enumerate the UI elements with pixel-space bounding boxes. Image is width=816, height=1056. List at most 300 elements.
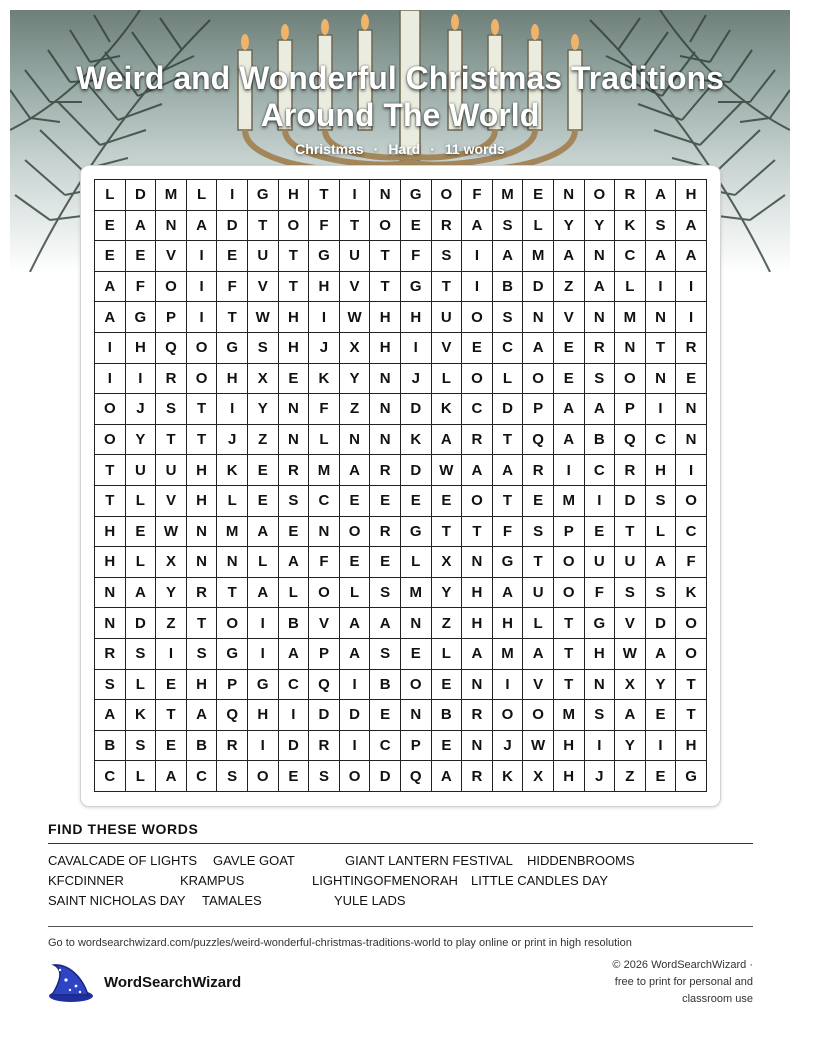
grid-cell[interactable]: L <box>523 211 554 242</box>
grid-cell[interactable]: K <box>401 425 432 456</box>
grid-cell[interactable]: K <box>615 211 646 242</box>
grid-cell[interactable]: H <box>248 700 279 731</box>
grid-cell[interactable]: A <box>279 639 310 670</box>
grid-cell[interactable]: V <box>156 486 187 517</box>
grid-cell[interactable]: T <box>279 241 310 272</box>
grid-cell[interactable]: P <box>217 670 248 701</box>
grid-cell[interactable]: D <box>401 394 432 425</box>
grid-cell[interactable]: O <box>554 547 585 578</box>
grid-cell[interactable]: W <box>340 302 371 333</box>
grid-cell[interactable]: F <box>309 547 340 578</box>
grid-cell[interactable]: G <box>248 180 279 211</box>
grid-cell[interactable]: H <box>585 639 616 670</box>
grid-cell[interactable]: R <box>217 731 248 762</box>
grid-cell[interactable]: D <box>370 761 401 792</box>
grid-cell[interactable]: G <box>401 180 432 211</box>
grid-cell[interactable]: A <box>248 578 279 609</box>
grid-cell[interactable]: G <box>248 670 279 701</box>
grid-cell[interactable]: I <box>187 272 218 303</box>
grid-cell[interactable]: A <box>340 639 371 670</box>
grid-cell[interactable]: I <box>126 364 157 395</box>
grid-cell[interactable]: G <box>493 547 524 578</box>
grid-cell[interactable]: O <box>585 180 616 211</box>
grid-cell[interactable]: N <box>585 241 616 272</box>
grid-cell[interactable]: O <box>615 364 646 395</box>
grid-cell[interactable]: N <box>554 180 585 211</box>
grid-cell[interactable]: F <box>493 517 524 548</box>
grid-cell[interactable]: K <box>432 394 463 425</box>
grid-cell[interactable]: A <box>493 241 524 272</box>
grid-cell[interactable]: A <box>340 608 371 639</box>
grid-cell[interactable]: K <box>217 455 248 486</box>
grid-cell[interactable]: T <box>462 517 493 548</box>
grid-cell[interactable]: S <box>493 302 524 333</box>
grid-cell[interactable]: F <box>676 547 707 578</box>
grid-cell[interactable]: S <box>493 211 524 242</box>
grid-cell[interactable]: R <box>585 333 616 364</box>
grid-cell[interactable]: U <box>340 241 371 272</box>
grid-cell[interactable]: E <box>370 700 401 731</box>
grid-cell[interactable]: A <box>95 272 126 303</box>
grid-cell[interactable]: E <box>401 486 432 517</box>
grid-cell[interactable]: N <box>676 425 707 456</box>
grid-cell[interactable]: T <box>187 608 218 639</box>
grid-cell[interactable]: Z <box>432 608 463 639</box>
grid-cell[interactable]: R <box>462 425 493 456</box>
grid-cell[interactable]: S <box>646 578 677 609</box>
grid-cell[interactable]: T <box>523 547 554 578</box>
grid-cell[interactable]: A <box>95 302 126 333</box>
grid-cell[interactable]: E <box>126 241 157 272</box>
grid-cell[interactable]: P <box>309 639 340 670</box>
grid-cell[interactable]: X <box>523 761 554 792</box>
grid-cell[interactable]: X <box>432 547 463 578</box>
grid-cell[interactable]: Y <box>432 578 463 609</box>
grid-cell[interactable]: E <box>279 517 310 548</box>
grid-cell[interactable]: R <box>309 731 340 762</box>
grid-cell[interactable]: H <box>95 517 126 548</box>
grid-cell[interactable]: S <box>370 578 401 609</box>
grid-cell[interactable]: X <box>340 333 371 364</box>
grid-cell[interactable]: U <box>156 455 187 486</box>
grid-cell[interactable]: E <box>401 211 432 242</box>
grid-cell[interactable]: I <box>248 731 279 762</box>
grid-cell[interactable]: E <box>156 731 187 762</box>
grid-cell[interactable]: D <box>646 608 677 639</box>
grid-cell[interactable]: L <box>248 547 279 578</box>
grid-cell[interactable]: Y <box>554 211 585 242</box>
grid-cell[interactable]: X <box>615 670 646 701</box>
grid-cell[interactable]: I <box>493 670 524 701</box>
grid-cell[interactable]: S <box>187 639 218 670</box>
grid-cell[interactable]: T <box>370 272 401 303</box>
grid-cell[interactable]: R <box>370 455 401 486</box>
grid-cell[interactable]: U <box>615 547 646 578</box>
grid-cell[interactable]: Q <box>309 670 340 701</box>
grid-cell[interactable]: E <box>554 364 585 395</box>
grid-cell[interactable]: S <box>615 578 646 609</box>
grid-cell[interactable]: W <box>523 731 554 762</box>
grid-cell[interactable]: J <box>309 333 340 364</box>
grid-cell[interactable]: B <box>370 670 401 701</box>
grid-cell[interactable]: S <box>156 394 187 425</box>
grid-cell[interactable]: T <box>370 241 401 272</box>
grid-cell[interactable]: I <box>646 394 677 425</box>
grid-cell[interactable]: K <box>126 700 157 731</box>
grid-cell[interactable]: H <box>493 608 524 639</box>
grid-cell[interactable]: N <box>309 517 340 548</box>
grid-cell[interactable]: Y <box>156 578 187 609</box>
grid-cell[interactable]: C <box>370 731 401 762</box>
grid-cell[interactable]: N <box>156 211 187 242</box>
grid-cell[interactable]: A <box>585 394 616 425</box>
grid-cell[interactable]: N <box>585 670 616 701</box>
play-online-link[interactable]: Go to wordsearchwizard.com/puzzles/weird-wonderful-christmas-traditions-world to play online or print in high resolution <box>48 937 632 949</box>
grid-cell[interactable]: H <box>462 608 493 639</box>
grid-cell[interactable]: L <box>187 180 218 211</box>
grid-cell[interactable]: I <box>248 608 279 639</box>
grid-cell[interactable]: E <box>523 180 554 211</box>
grid-cell[interactable]: D <box>126 180 157 211</box>
grid-cell[interactable]: A <box>340 455 371 486</box>
grid-cell[interactable]: A <box>493 455 524 486</box>
grid-cell[interactable]: W <box>615 639 646 670</box>
grid-cell[interactable]: A <box>462 639 493 670</box>
grid-cell[interactable]: L <box>646 517 677 548</box>
grid-cell[interactable]: L <box>95 180 126 211</box>
grid-cell[interactable]: N <box>370 364 401 395</box>
grid-cell[interactable]: Y <box>340 364 371 395</box>
grid-cell[interactable]: O <box>187 364 218 395</box>
grid-cell[interactable]: I <box>187 302 218 333</box>
grid-cell[interactable]: T <box>432 272 463 303</box>
grid-cell[interactable]: C <box>615 241 646 272</box>
grid-cell[interactable]: N <box>187 517 218 548</box>
grid-cell[interactable]: T <box>156 700 187 731</box>
grid-cell[interactable]: U <box>126 455 157 486</box>
grid-cell[interactable]: N <box>279 394 310 425</box>
grid-cell[interactable]: H <box>217 364 248 395</box>
grid-cell[interactable]: O <box>493 700 524 731</box>
grid-cell[interactable]: D <box>126 608 157 639</box>
grid-cell[interactable]: N <box>676 394 707 425</box>
grid-cell[interactable]: A <box>676 211 707 242</box>
grid-cell[interactable]: Z <box>340 394 371 425</box>
grid-cell[interactable]: J <box>585 761 616 792</box>
grid-cell[interactable]: A <box>676 241 707 272</box>
grid-cell[interactable]: R <box>95 639 126 670</box>
grid-cell[interactable]: Z <box>248 425 279 456</box>
grid-cell[interactable]: P <box>156 302 187 333</box>
grid-cell[interactable]: H <box>676 180 707 211</box>
grid-cell[interactable]: T <box>676 700 707 731</box>
grid-cell[interactable]: L <box>126 670 157 701</box>
grid-cell[interactable]: I <box>340 731 371 762</box>
grid-cell[interactable]: C <box>676 517 707 548</box>
grid-cell[interactable]: M <box>493 639 524 670</box>
grid-cell[interactable]: F <box>401 241 432 272</box>
grid-cell[interactable]: H <box>187 670 218 701</box>
grid-cell[interactable]: L <box>217 486 248 517</box>
grid-cell[interactable]: T <box>217 578 248 609</box>
grid-cell[interactable]: E <box>340 486 371 517</box>
grid-cell[interactable]: H <box>187 486 218 517</box>
grid-cell[interactable]: E <box>156 670 187 701</box>
grid-cell[interactable]: T <box>95 455 126 486</box>
grid-cell[interactable]: S <box>126 731 157 762</box>
grid-cell[interactable]: T <box>187 425 218 456</box>
grid-cell[interactable]: R <box>615 180 646 211</box>
grid-cell[interactable]: T <box>217 302 248 333</box>
grid-cell[interactable]: V <box>156 241 187 272</box>
grid-cell[interactable]: A <box>554 241 585 272</box>
grid-cell[interactable]: N <box>585 302 616 333</box>
grid-cell[interactable]: A <box>646 241 677 272</box>
grid-cell[interactable]: E <box>432 486 463 517</box>
grid-cell[interactable]: A <box>523 333 554 364</box>
grid-cell[interactable]: G <box>401 517 432 548</box>
grid-cell[interactable]: L <box>615 272 646 303</box>
grid-cell[interactable]: C <box>585 455 616 486</box>
grid-cell[interactable]: N <box>95 578 126 609</box>
grid-cell[interactable]: I <box>95 333 126 364</box>
grid-cell[interactable]: I <box>248 639 279 670</box>
grid-cell[interactable]: W <box>156 517 187 548</box>
grid-cell[interactable]: A <box>432 425 463 456</box>
grid-cell[interactable]: M <box>523 241 554 272</box>
grid-cell[interactable]: N <box>187 547 218 578</box>
grid-cell[interactable]: A <box>187 700 218 731</box>
grid-cell[interactable]: V <box>248 272 279 303</box>
grid-cell[interactable]: S <box>279 486 310 517</box>
grid-cell[interactable]: R <box>523 455 554 486</box>
grid-cell[interactable]: N <box>401 608 432 639</box>
grid-cell[interactable]: I <box>156 639 187 670</box>
grid-cell[interactable]: R <box>462 761 493 792</box>
grid-cell[interactable]: Y <box>615 731 646 762</box>
grid-cell[interactable]: C <box>646 425 677 456</box>
grid-cell[interactable]: A <box>279 547 310 578</box>
grid-cell[interactable]: O <box>432 180 463 211</box>
grid-cell[interactable]: C <box>462 394 493 425</box>
grid-cell[interactable]: W <box>432 455 463 486</box>
grid-cell[interactable]: H <box>676 731 707 762</box>
grid-cell[interactable]: Q <box>523 425 554 456</box>
grid-cell[interactable]: O <box>462 302 493 333</box>
grid-cell[interactable]: Q <box>401 761 432 792</box>
grid-cell[interactable]: G <box>401 272 432 303</box>
grid-cell[interactable]: L <box>432 364 463 395</box>
grid-cell[interactable]: N <box>217 547 248 578</box>
grid-cell[interactable]: V <box>432 333 463 364</box>
grid-cell[interactable]: N <box>370 394 401 425</box>
grid-cell[interactable]: E <box>126 517 157 548</box>
grid-cell[interactable]: I <box>676 455 707 486</box>
grid-cell[interactable]: E <box>676 364 707 395</box>
grid-cell[interactable]: O <box>523 700 554 731</box>
grid-cell[interactable]: T <box>554 670 585 701</box>
grid-cell[interactable]: E <box>554 333 585 364</box>
grid-cell[interactable]: I <box>676 272 707 303</box>
grid-cell[interactable]: D <box>401 455 432 486</box>
grid-cell[interactable]: D <box>493 394 524 425</box>
grid-cell[interactable]: G <box>309 241 340 272</box>
grid-cell[interactable]: H <box>309 272 340 303</box>
grid-cell[interactable]: O <box>676 486 707 517</box>
grid-cell[interactable]: O <box>156 272 187 303</box>
grid-cell[interactable]: J <box>401 364 432 395</box>
grid-cell[interactable]: A <box>432 761 463 792</box>
grid-cell[interactable]: O <box>248 761 279 792</box>
grid-cell[interactable]: V <box>615 608 646 639</box>
grid-cell[interactable]: E <box>432 670 463 701</box>
grid-cell[interactable]: H <box>646 455 677 486</box>
grid-cell[interactable]: O <box>554 578 585 609</box>
grid-cell[interactable]: L <box>432 639 463 670</box>
grid-cell[interactable]: T <box>95 486 126 517</box>
grid-cell[interactable]: Y <box>585 211 616 242</box>
grid-cell[interactable]: M <box>156 180 187 211</box>
grid-cell[interactable]: S <box>217 761 248 792</box>
grid-cell[interactable]: H <box>279 180 310 211</box>
grid-cell[interactable]: W <box>248 302 279 333</box>
grid-cell[interactable]: T <box>156 425 187 456</box>
grid-cell[interactable]: O <box>309 578 340 609</box>
grid-cell[interactable]: F <box>126 272 157 303</box>
grid-cell[interactable]: F <box>217 272 248 303</box>
grid-cell[interactable]: A <box>646 547 677 578</box>
grid-cell[interactable]: H <box>279 302 310 333</box>
grid-cell[interactable]: L <box>401 547 432 578</box>
grid-cell[interactable]: M <box>554 486 585 517</box>
grid-cell[interactable]: J <box>217 425 248 456</box>
grid-cell[interactable]: T <box>554 608 585 639</box>
grid-cell[interactable]: C <box>95 761 126 792</box>
grid-cell[interactable]: A <box>646 180 677 211</box>
grid-cell[interactable]: O <box>279 211 310 242</box>
grid-cell[interactable]: Q <box>217 700 248 731</box>
grid-cell[interactable]: C <box>279 670 310 701</box>
grid-cell[interactable]: N <box>462 731 493 762</box>
grid-cell[interactable]: H <box>187 455 218 486</box>
grid-cell[interactable]: A <box>187 211 218 242</box>
grid-cell[interactable]: S <box>585 364 616 395</box>
grid-cell[interactable]: V <box>554 302 585 333</box>
grid-cell[interactable]: F <box>309 394 340 425</box>
grid-cell[interactable]: I <box>462 272 493 303</box>
grid-cell[interactable]: I <box>340 670 371 701</box>
grid-cell[interactable]: L <box>126 486 157 517</box>
grid-cell[interactable]: S <box>248 333 279 364</box>
grid-cell[interactable]: E <box>370 547 401 578</box>
grid-cell[interactable]: E <box>462 333 493 364</box>
grid-cell[interactable]: H <box>370 302 401 333</box>
grid-cell[interactable]: P <box>523 394 554 425</box>
grid-cell[interactable]: T <box>187 394 218 425</box>
grid-cell[interactable]: L <box>309 425 340 456</box>
grid-cell[interactable]: O <box>462 486 493 517</box>
grid-cell[interactable]: M <box>554 700 585 731</box>
grid-cell[interactable]: B <box>432 700 463 731</box>
grid-cell[interactable]: N <box>95 608 126 639</box>
grid-cell[interactable]: E <box>523 486 554 517</box>
grid-cell[interactable]: R <box>279 455 310 486</box>
grid-cell[interactable]: D <box>615 486 646 517</box>
grid-cell[interactable]: U <box>585 547 616 578</box>
grid-cell[interactable]: O <box>523 364 554 395</box>
grid-cell[interactable]: O <box>676 639 707 670</box>
grid-cell[interactable]: Z <box>156 608 187 639</box>
grid-cell[interactable]: I <box>279 700 310 731</box>
grid-cell[interactable]: E <box>95 241 126 272</box>
grid-cell[interactable]: H <box>126 333 157 364</box>
grid-cell[interactable]: N <box>462 547 493 578</box>
grid-cell[interactable]: I <box>585 731 616 762</box>
grid-cell[interactable]: G <box>217 639 248 670</box>
grid-cell[interactable]: E <box>646 700 677 731</box>
grid-cell[interactable]: D <box>309 700 340 731</box>
grid-cell[interactable]: F <box>309 211 340 242</box>
grid-cell[interactable]: X <box>248 364 279 395</box>
grid-cell[interactable]: N <box>615 333 646 364</box>
grid-cell[interactable]: R <box>615 455 646 486</box>
grid-cell[interactable]: E <box>585 517 616 548</box>
grid-cell[interactable]: E <box>370 486 401 517</box>
grid-cell[interactable]: L <box>340 578 371 609</box>
grid-cell[interactable]: B <box>187 731 218 762</box>
grid-cell[interactable]: R <box>187 578 218 609</box>
grid-cell[interactable]: O <box>187 333 218 364</box>
grid-cell[interactable]: H <box>279 333 310 364</box>
grid-cell[interactable]: S <box>585 700 616 731</box>
grid-cell[interactable]: E <box>401 639 432 670</box>
grid-cell[interactable]: P <box>401 731 432 762</box>
grid-cell[interactable]: S <box>646 211 677 242</box>
grid-cell[interactable]: H <box>554 761 585 792</box>
grid-cell[interactable]: E <box>248 455 279 486</box>
grid-cell[interactable]: Z <box>554 272 585 303</box>
grid-cell[interactable]: Q <box>615 425 646 456</box>
grid-cell[interactable]: B <box>585 425 616 456</box>
grid-cell[interactable]: L <box>523 608 554 639</box>
grid-cell[interactable]: R <box>462 700 493 731</box>
grid-cell[interactable]: P <box>615 394 646 425</box>
grid-cell[interactable]: U <box>248 241 279 272</box>
grid-cell[interactable]: I <box>676 302 707 333</box>
grid-cell[interactable]: M <box>309 455 340 486</box>
grid-cell[interactable]: K <box>493 761 524 792</box>
grid-cell[interactable]: R <box>370 517 401 548</box>
grid-cell[interactable]: H <box>462 578 493 609</box>
grid-cell[interactable]: I <box>309 302 340 333</box>
grid-cell[interactable]: I <box>187 241 218 272</box>
grid-cell[interactable]: N <box>401 700 432 731</box>
grid-cell[interactable]: T <box>646 333 677 364</box>
grid-cell[interactable]: V <box>523 670 554 701</box>
grid-cell[interactable]: N <box>279 425 310 456</box>
grid-cell[interactable]: I <box>401 333 432 364</box>
grid-cell[interactable]: N <box>646 302 677 333</box>
grid-cell[interactable]: N <box>370 180 401 211</box>
grid-cell[interactable]: V <box>309 608 340 639</box>
grid-cell[interactable]: Y <box>646 670 677 701</box>
grid-cell[interactable]: B <box>493 272 524 303</box>
grid-cell[interactable]: I <box>646 731 677 762</box>
grid-cell[interactable]: K <box>309 364 340 395</box>
grid-cell[interactable]: A <box>493 578 524 609</box>
grid-cell[interactable]: I <box>340 180 371 211</box>
grid-cell[interactable]: A <box>462 211 493 242</box>
